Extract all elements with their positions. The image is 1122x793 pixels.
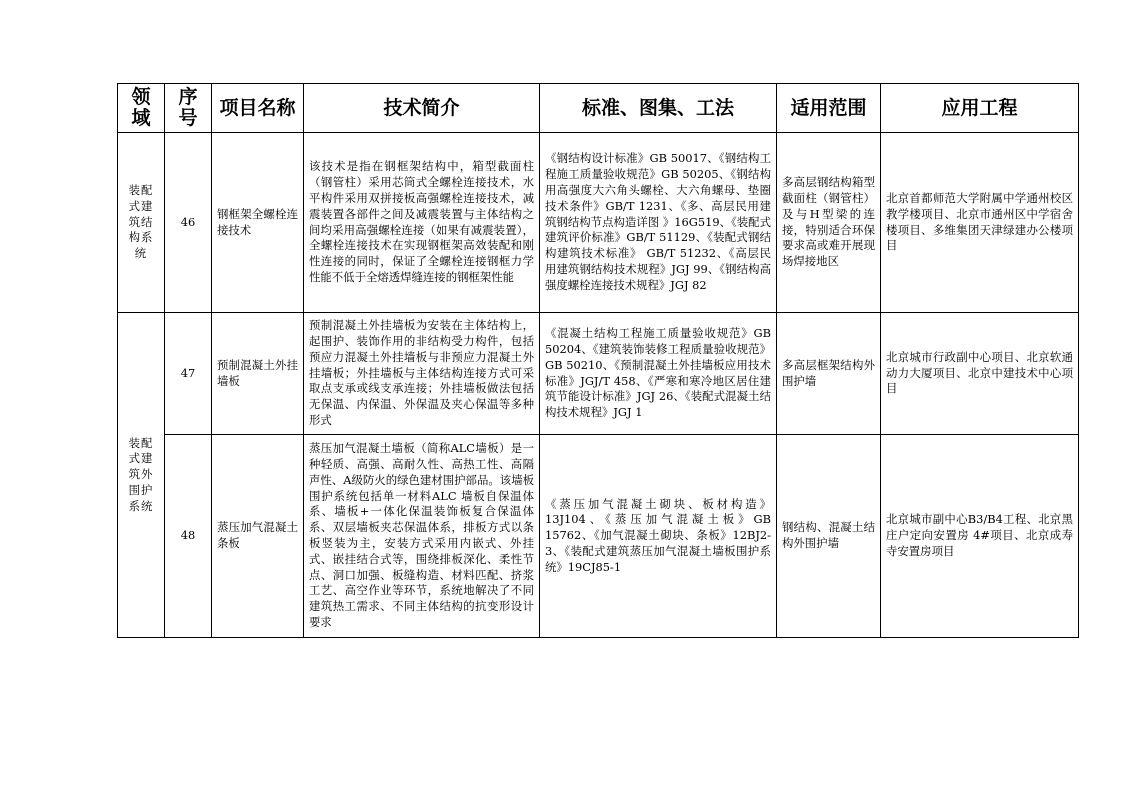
header-intro: 技术简介 xyxy=(304,84,540,133)
domain-cell-structure: 装配式建筑结构系统 xyxy=(118,133,165,313)
header-name: 项目名称 xyxy=(212,84,304,133)
table-row xyxy=(118,435,1079,638)
standards-cell: 《钢结构设计标准》GB 50017、《钢结构工程施工质量验收规范》GB 50205、《钢结构用高强度大六角头螺栓、大六角螺母、垫圈技术条件》GB/T 1231、《多、高层民用建筑钢结构节点构造详图 》16G519、《装配式建筑评价标准》GB/T 51129、《装配式钢结构建筑技术标准》 GB/T 51232、《高层民用建筑钢结构技术规程》JGJ 99、《钢结构高强度螺栓连接技术规程》JGJ 82 xyxy=(540,133,777,313)
name-cell: 预制混凝土外挂墙板 xyxy=(212,313,304,435)
header-row xyxy=(118,84,1079,133)
table-row xyxy=(118,313,1079,435)
header-scope: 适用范围 xyxy=(777,84,881,133)
header-standards: 标准、图集、工法 xyxy=(540,84,777,133)
standards-cell: 《混凝土结构工程施工质量验收规范》GB 50204、《建筑装饰装修工程质量验收规范》GB 50210、《预制混凝土外挂墙板应用技术标准》JGJ/T 458、《严寒和寒冷地区居住建筑节能设计标准》JGJ 26、《装配式混凝土结构技术规程》JGJ 1 xyxy=(540,313,777,435)
application-cell: 北京首都师范大学附属中学通州校区教学楼项目、北京市通州区中学宿舍楼项目、多维集团天津绿建办公楼项目 xyxy=(881,133,1079,313)
application-cell: 北京城市副中心B3/B4工程、北京黑庄户定向安置房 4#项目、北京成寿寺安置房项目 xyxy=(881,435,1079,638)
header-seq: 序 号 xyxy=(165,84,212,133)
scope-cell: 多高层钢结构箱型截面柱（钢管柱）及与H型梁的连接，特别适合环保要求高或难开展现场焊接地区 xyxy=(777,133,881,313)
name-cell: 钢框架全螺栓连接技术 xyxy=(212,133,304,313)
seq-cell: 48 xyxy=(165,435,212,638)
standards-table xyxy=(117,83,1079,638)
seq-cell: 46 xyxy=(165,133,212,313)
intro-cell: 预制混凝土外挂墙板为安装在主体结构上，起围护、装饰作用的非结构受力构件，包括预应力混凝土外挂墙板与非预应力混凝土外挂墙板；外挂墙板与主体结构连接方式可采取点支承或线支承连接；外挂墙板做法包括无保温、内保温、外保温及夹心保温等多种形式 xyxy=(304,313,540,435)
scope-cell: 钢结构、混凝土结构外围护墙 xyxy=(777,435,881,638)
intro-cell: 该技术是指在钢框架结构中，箱型截面柱（钢管柱）采用芯筒式全螺栓连接技术，水平构件采用双拼接板高强螺栓连接技术，减震装置各部件之间及减震装置与主体结构之间均采用高强螺栓连接（如果有减震装置），全螺栓连接技术在实现钢框架高效装配和刚性连接的同时，保证了全螺栓连接钢框力学性能不低于全熔透焊缝连接的钢框架性能 xyxy=(304,133,540,313)
domain-cell-envelope: 装配式建筑外围护系统 xyxy=(118,313,165,638)
scope-cell: 多高层框架结构外围护墙 xyxy=(777,313,881,435)
application-cell: 北京城市行政副中心项目、北京软通动力大厦项目、北京中建技术中心项目 xyxy=(881,313,1079,435)
name-cell: 蒸压加气混凝土条板 xyxy=(212,435,304,638)
standards-cell: 《蒸压加气混凝土砌块、板材构造》13J104、《蒸压加气混凝土板》GB 15762、《加气混凝土砌块、条板》12BJ2-3、《装配式建筑蒸压加气混凝土墙板围护系统》19CJ85-1 xyxy=(540,435,777,638)
table-row xyxy=(118,133,1079,313)
header-application: 应用工程 xyxy=(881,84,1079,133)
seq-cell: 47 xyxy=(165,313,212,435)
header-domain: 领 域 xyxy=(118,84,165,133)
intro-cell: 蒸压加气混凝土墙板（简称ALC墙板）是一种轻质、高强、高耐久性、高热工性、高隔声性、A级防火的绿色建材围护部品。该墙板围护系统包括单一材料ALC 墙板自保温体系、墙板+一体化保温装饰板复合保温体系、双层墙板夹芯保温体系，排板方式以条板竖装为主，安装方式采用内嵌式、外挂式、嵌挂结合式等，围绕排板深化、柔性节点、洞口加强、板缝构造、材料匹配、挤浆工艺、高空作业等环节，系统地解决了不同建筑热工需求、不同主体结构的抗变形设计要求 xyxy=(304,435,540,638)
